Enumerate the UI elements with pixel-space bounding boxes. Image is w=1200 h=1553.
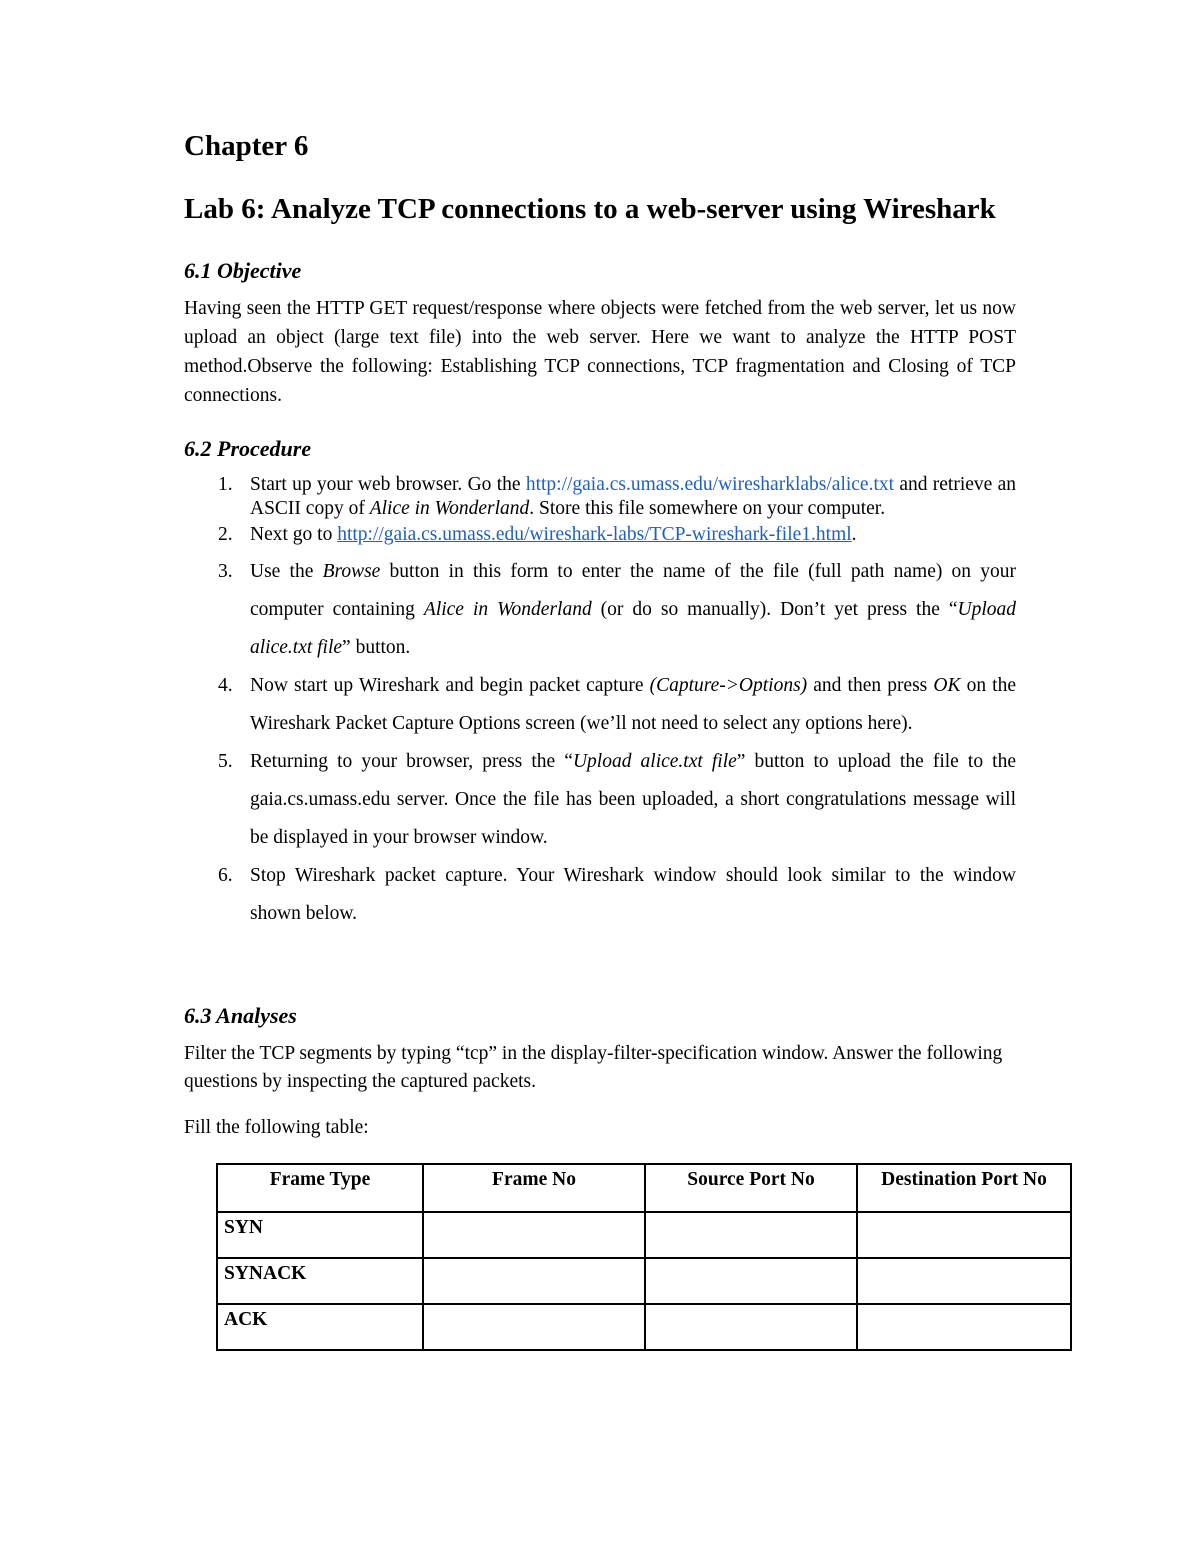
frame-type-cell: ACK	[217, 1304, 423, 1350]
destination-port-cell[interactable]	[857, 1258, 1071, 1304]
header-destination-port: Destination Port No	[857, 1164, 1071, 1212]
procedure-step-3: 3. Use the Browse button in this form to enter the name of the file (full path name) on your computer containing Alice in Wonderland (or do so manually). Don’t yet press the “Upload alice.txt file” button.	[218, 561, 1017, 658]
frame-no-cell[interactable]	[423, 1212, 645, 1258]
fill-table-label: Fill the following table:	[184, 1117, 369, 1138]
table-header-row	[217, 1164, 1071, 1212]
analyses-text: Filter the TCP segments by typing “tcp” in the display-filter-specification window. Answer the following questions by inspecting the captured packets.	[184, 1043, 1003, 1092]
procedure-step-4: 4. Now start up Wireshark and begin packet capture (Capture->Options) and then press OK on the Wireshark Packet Capture Options screen (we’ll not need to select any options here).	[218, 675, 1016, 734]
tcp-wireshark-file-link[interactable]: http://gaia.cs.umass.edu/wireshark-labs/TCP-wireshark-file1.html	[337, 524, 852, 545]
analyses-heading: 6.3 Analyses	[184, 1003, 297, 1028]
header-source-port: Source Port No	[645, 1164, 857, 1212]
destination-port-cell[interactable]	[857, 1304, 1071, 1350]
procedure-heading: 6.2 Procedure	[184, 436, 312, 461]
objective-heading: 6.1 Objective	[184, 258, 302, 283]
frame-no-cell[interactable]	[423, 1304, 645, 1350]
header-frame-type: Frame Type	[217, 1164, 423, 1212]
chapter-heading: Chapter 6	[184, 130, 309, 162]
frame-no-cell[interactable]	[423, 1258, 645, 1304]
header-frame-no: Frame No	[423, 1164, 645, 1212]
source-port-cell[interactable]	[645, 1212, 857, 1258]
table-row	[217, 1212, 1071, 1258]
procedure-step-1: 1. Start up your web browser. Go the http://gaia.cs.umass.edu/wiresharklabs/alice.txt and retrieve an ASCII copy of Alice in Wonderland. Store this file somewhere on your computer.	[218, 474, 1016, 519]
procedure-steps	[184, 473, 1016, 933]
table-row	[217, 1304, 1071, 1350]
frame-table	[216, 1163, 1072, 1351]
procedure-step-2: 2. Next go to http://gaia.cs.umass.edu/wireshark-labs/TCP-wireshark-file1.html.	[218, 524, 857, 545]
source-port-cell[interactable]	[645, 1258, 857, 1304]
table-row	[217, 1258, 1071, 1304]
procedure-step-5: 5. Returning to your browser, press the “Upload alice.txt file” button to upload the file to the gaia.cs.umass.edu server. Once the file has been uploaded, a short congratulations message will be displayed in your browser window.	[218, 751, 1016, 848]
lab-title: Lab 6: Analyze TCP connections to a web-server using Wireshark	[184, 193, 996, 225]
procedure-step-6: 6. Stop Wireshark packet capture. Your Wireshark window should look similar to the window shown below.	[218, 865, 1016, 924]
source-port-cell[interactable]	[645, 1304, 857, 1350]
frame-type-cell: SYNACK	[217, 1258, 423, 1304]
alice-txt-link[interactable]: http://gaia.cs.umass.edu/wiresharklabs/alice.txt	[525, 474, 895, 495]
destination-port-cell[interactable]	[857, 1212, 1071, 1258]
frame-type-cell: SYN	[217, 1212, 423, 1258]
objective-text: Having seen the HTTP GET request/response where objects were fetched from the web server, let us now upload an object (large text file) into the web server. Here we want to analyze the HTTP POST method.Observe the following: Establishing TCP connections, TCP fragmentation and Closing of TCP connections.	[184, 298, 1016, 406]
